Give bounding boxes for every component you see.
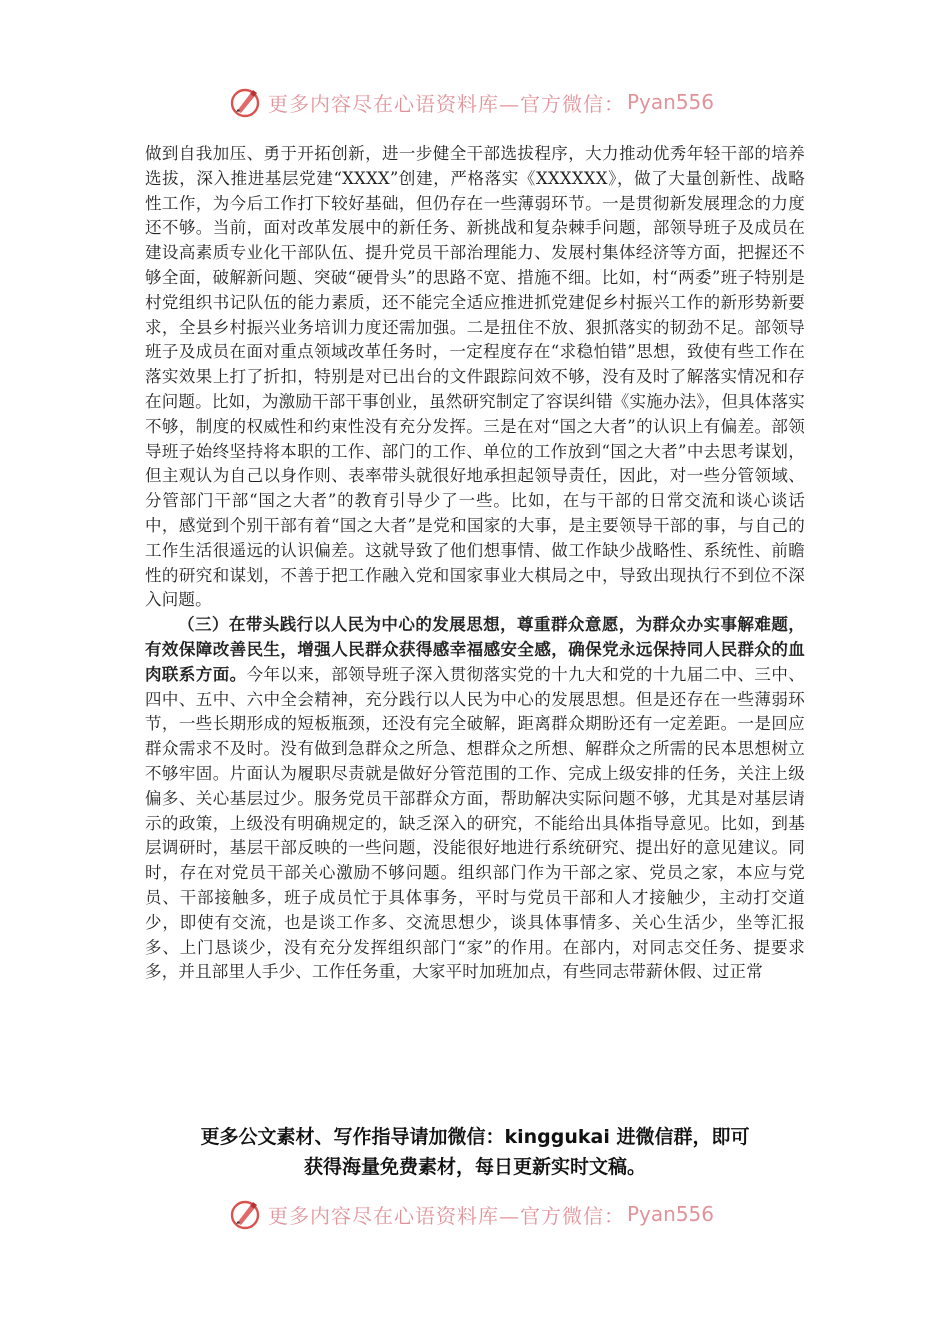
writing-hand-logo-icon (228, 1197, 262, 1231)
header-banner-text: 更多内容尽在心语资料库—官方微信： (268, 91, 625, 116)
footer-banner (228, 1196, 748, 1232)
header-wechat-id: Pyan556 (627, 90, 715, 114)
header-banner (228, 84, 748, 120)
document-body (145, 142, 805, 985)
promo-note-line-1: 更多公文素材、写作指导请加微信：kinggukai 进微信群，即可 (200, 1126, 750, 1148)
section-3-text: 今年以来，部领导班子深入贯彻落实党的十九大和党的十九届二中、三中、四中、五中、六中全会精神，充分践行以人民为中心的发展思想。但是还存在一些薄弱环节，一些长期形成的短板瓶颈，还没有完全破解，距离群众期盼还有一定差距。一是回应群众需求不及时。没有做到急群众之所急、想群众之所想、解群众之所需的民本思想树立不够牢固。片面认为履职尽责就是做好分管范围的工作、完成上级安排的任务，关注上级偏多、关心基层过少。服务党员干部群众方面，帮助解决实际问题不够，尤其是对基层请示的政策，上级没有明确规定的，缺乏深入的研究，不能给出具体指导意见。比如，到基层调研时，基层干部反映的一些问题，没能很好地进行系统研究、提出好的意见建议。同时，存在对党员干部关心激励不够问题。组织部门作为干部之家、党员之家，本应与党员、干部接触多，班子成员忙于具体事务，平时与党员干部和人才接触少，主动打交道少，即使有交流，也是谈工作多、交流思想少，谈具体事情多、关心生活少，坐等汇报多、上门恳谈少，没有充分发挥组织部门“家”的作用。在部内，对同志交任务、提要求多，并且部里人手少、工作任务重，大家平时加班加点，有些同志带薪休假、过正常 (145, 664, 805, 982)
section-3-heading: （三）在带头践行以人民为中心的发展思想，尊重群众意愿，为群众办实事解难题，有效保障改善民生，增强人民群众获得感幸福感安全感，确保党永远保持同人民群众的血肉联系方面。 (145, 615, 805, 684)
section-3-paragraph (145, 613, 805, 985)
footer-banner-text: 更多内容尽在心语资料库—官方微信： (268, 1203, 625, 1228)
footer-wechat-id: Pyan556 (627, 1202, 715, 1226)
promo-note (120, 1122, 830, 1182)
paragraph-1: 做到自我加压、勇于开拓创新，进一步健全干部选拔程序，大力推动优秀年轻干部的培养选拔，深入推进基层党建“XXXX”创建，严格落实《XXXXXX》，做了大量创新性、战略性工作，为今后工作打下较好基础，但仍存在一些薄弱环节。一是贯彻新发展理念的力度还不够。当前，面对改革发展中的新任务、新挑战和复杂棘手问题，部领导班子及成员在建设高素质专业化干部队伍、提升党员干部治理能力、发展村集体经济等方面，把握还不够全面，破解新问题、突破“硬骨头”的思路不宽、措施不细。比如，村“两委”班子特别是村党组织书记队伍的能力素质，还不能完全适应推进抓党建促乡村振兴工作的新形势新要求，全县乡村振兴业务培训力度还需加强。二是扭住不放、狠抓落实的韧劲不足。部领导班子及成员在面对重点领域改革任务时，一定程度存在“求稳怕错”思想，致使有些工作在落实效果上打了折扣，特别是对已出台的文件跟踪问效不够，没有及时了解落实情况和存在问题。比如，为激励干部干事创业，虽然研究制定了容误纠错《实施办法》，但具体落实不够，制度的权威性和约束性没有充分发挥。三是在对“国之大者”的认识上有偏差。部领导班子始终坚持将本职的工作、部门的工作、单位的工作放到“国之大者”中去思考谋划，但主观认为自己以身作则、表率带头就很好地承担起领导责任，因此，对一些分管领域、分管部门干部“国之大者”的教育引导少了一些。比如，在与干部的日常交流和谈心谈话中，感觉到个别干部有着“国之大者”是党和国家的大事，是主要领导干部的事，与自己的工作生活很遥远的认识偏差。这就导致了他们想事情、做工作缺少战略性、系统性、前瞻性的研究和谋划，不善于把工作融入党和国家事业大棋局之中，导致出现执行不到位不深入问题。 (145, 144, 805, 610)
promo-note-line-2: 获得海量免费素材，每日更新实时文稿。 (303, 1156, 646, 1178)
writing-hand-logo-icon (228, 85, 262, 119)
